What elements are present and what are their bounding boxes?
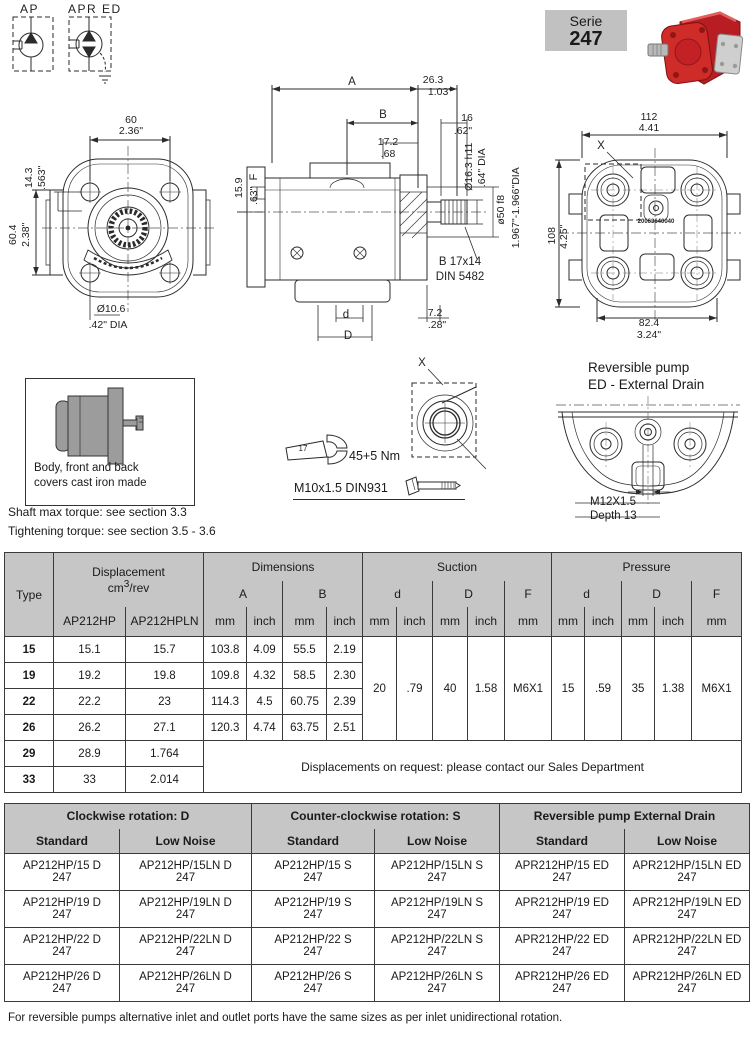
dim-side-159: 15.9 [233, 177, 246, 198]
dim-side-b: B [379, 109, 387, 121]
drain-thread-label: M12X1.5 [590, 496, 637, 508]
model-cell: AP212HP/19 D 247 [5, 891, 120, 928]
drain-depth-label: Depth 13 [590, 510, 637, 522]
displacement-request-note: Displacements on request: please contact our Sales Department [204, 741, 742, 793]
unit-mm: mm [204, 607, 247, 637]
model-cell: AP212HP/19 S 247 [252, 891, 375, 928]
model-cell: AP212HP/19LN S 247 [375, 891, 500, 928]
unit-inch: inch [655, 607, 692, 637]
model-cell: AP212HP/26LN S 247 [375, 965, 500, 1002]
wrench-size-label: 17 [298, 444, 308, 453]
label-back-serial: 20063640040 [637, 219, 675, 225]
model-cell: APR212HP/26LN ED 247 [625, 965, 750, 1002]
dim-front-hole-in: .42" DIA [88, 319, 128, 331]
label-back-x: X [597, 140, 605, 152]
displacement-label: Displacement [92, 564, 165, 579]
pressure-F: M6X1 [692, 637, 742, 741]
spec-header-ap212hpln: AP212HPLN [126, 607, 204, 637]
unit-mm: mm [363, 607, 397, 637]
dim-side-pilot-in: 1.967"-1.966"DIA [510, 167, 523, 249]
model-cell: AP212HP/15 D 247 [5, 854, 120, 891]
model-row-19 [5, 891, 750, 928]
dim-front-offset-mm: 14.3 [23, 167, 36, 188]
shaft-torque-note: Shaft max torque: see section 3.3 [8, 505, 187, 519]
spec-header-ap212hp: AP212HP [54, 607, 126, 637]
model-cell: AP212HP/22 D 247 [5, 928, 120, 965]
symbol-ap-label: AP [20, 2, 40, 16]
model-cell: AP212HP/26 S 247 [252, 965, 375, 1002]
model-cell: APR212HP/15 ED 247 [500, 854, 625, 891]
bolt-icon [404, 474, 466, 498]
model-cell: APR212HP/19 ED 247 [500, 891, 625, 928]
dim-back-height-mm: 108 [546, 227, 559, 245]
unit-inch: inch [327, 607, 363, 637]
dim-side-pilot-mm: ø50 f8 [495, 194, 508, 225]
spec-header-pressure-D: D [622, 581, 692, 607]
model-cell: AP212HP/15LN S 247 [375, 854, 500, 891]
model-table [4, 803, 750, 1002]
model-cell: AP212HP/19LN D 247 [120, 891, 252, 928]
suction-F: M6X1 [505, 637, 552, 741]
suction-d-mm: 20 [363, 637, 397, 741]
pressure-d-inch: .59 [585, 637, 622, 741]
dim-back-width-mm: 112 [640, 111, 658, 123]
model-cell: AP212HP/22LN D 247 [120, 928, 252, 965]
spec-header-pressure: Pressure [552, 553, 742, 581]
ap-symbol-drawing [10, 14, 65, 84]
spec-header-type: Type [5, 553, 54, 637]
dim-front-hole-mm: Ø10.6 [96, 303, 126, 315]
spec-header-suction: Suction [363, 553, 552, 581]
subheader-standard: Standard [500, 829, 625, 854]
materials-caption-line2: covers cast iron made [34, 477, 147, 489]
unit-mm: mm [283, 607, 327, 637]
model-cell: APR212HP/22 ED 247 [500, 928, 625, 965]
dim-side-28: .28" [427, 319, 447, 331]
dim-side-a: A [348, 76, 356, 88]
dim-side-16: 16 [461, 112, 473, 124]
type-cell: 15 [5, 637, 54, 663]
unit-mm: mm [692, 607, 742, 637]
model-row-15 [5, 854, 750, 891]
model-cell: AP212HP/15LN D 247 [120, 854, 252, 891]
group-clockwise: Clockwise rotation: D [5, 804, 252, 829]
symbol-apred-label: APR ED [68, 2, 122, 16]
dim-side-68: .68 [380, 148, 396, 160]
subheader-low-noise: Low Noise [120, 829, 252, 854]
serie-label: Serie [569, 13, 603, 29]
model-cell: AP212HP/22 S 247 [252, 928, 375, 965]
footer-note: For reversible pumps alternative inlet and outlet ports have the same sizes as per inlet unidirectional rotation. [8, 1012, 563, 1024]
suction-d-inch: .79 [397, 637, 433, 741]
spec-row-22: 22 22.2 23 114.3 4.5 60.75 2.39 [5, 689, 742, 715]
dim-side-f: F [247, 173, 260, 181]
unit-mm: mm [552, 607, 585, 637]
model-cell: APR212HP/15LN ED 247 [625, 854, 750, 891]
spec-table [4, 552, 742, 793]
dim-side-172: 17.2 [377, 136, 399, 148]
back-view-drawing [545, 110, 753, 345]
bolt-leader-line [293, 499, 465, 500]
x-detail-drawing [398, 355, 493, 473]
subheader-standard: Standard [5, 829, 120, 854]
dim-front-height-in: 2.38" [20, 222, 33, 247]
dim-side-shaft-in: .64" DIA [476, 148, 489, 188]
dim-side-72: 7.2 [427, 307, 443, 319]
model-row-26 [5, 965, 750, 1002]
dim-side-shaft-mm: Ø16.3 h11 [463, 142, 476, 191]
model-cell: APR212HP/22LN ED 247 [625, 928, 750, 965]
model-cell: AP212HP/26LN D 247 [120, 965, 252, 1002]
spec-header-dimensions: Dimensions [204, 553, 363, 581]
spec-row-33: 33 33 2.014 [5, 767, 742, 793]
unit-mm: mm [433, 607, 468, 637]
spec-header-displacement [54, 553, 204, 607]
apred-symbol-drawing [66, 14, 128, 90]
dim-side-d-small: d [342, 309, 350, 321]
bolt-spec-label: M10x1.5 DIN931 [294, 481, 388, 495]
dim-side-103: 1.03" [427, 86, 453, 98]
dim-side-263: 26.3 [422, 74, 444, 86]
model-cell: AP212HP/22LN S 247 [375, 928, 500, 965]
cast-iron-pump-image [26, 379, 194, 461]
dim-back-bottom-mm: 82.4 [638, 317, 660, 329]
ed-drain-drawing [548, 392, 748, 527]
spec-row-19: 19 19.2 19.8 109.8 4.32 58.5 2.30 [5, 663, 742, 689]
dim-back-height-in: 4.25" [558, 224, 571, 249]
dim-back-bottom-in: 3.24" [636, 329, 662, 341]
spec-header-a: A [204, 581, 283, 607]
spec-header-pressure-d: d [552, 581, 622, 607]
torque-value-label: 45+5 Nm [349, 449, 401, 463]
pressure-D-mm: 35 [622, 637, 655, 741]
spec-row-15: 15 15.1 15.7 103.8 4.09 55.5 2.19 20 .79 40 1.58 M6X1 15 .59 35 1.38 M6X1 [5, 637, 742, 663]
serie-number: 247 [569, 28, 603, 50]
group-counterclockwise: Counter-clockwise rotation: S [252, 804, 500, 829]
suction-D-mm: 40 [433, 637, 468, 741]
model-cell: APR212HP/26 ED 247 [500, 965, 625, 1002]
spec-header-pressure-F: F [692, 581, 742, 607]
unit-mm: mm [622, 607, 655, 637]
serie-badge [545, 10, 627, 51]
subheader-low-noise: Low Noise [625, 829, 750, 854]
spec-header-b: B [283, 581, 363, 607]
label-spline-2: DIN 5482 [435, 271, 485, 283]
spec-row-26: 26 26.2 27.1 120.3 4.74 63.75 2.51 [5, 715, 742, 741]
unit-inch: inch [397, 607, 433, 637]
materials-box [25, 378, 195, 506]
spec-header-suction-D: D [433, 581, 505, 607]
unit-inch: inch [468, 607, 505, 637]
model-cell: APR212HP/19LN ED 247 [625, 891, 750, 928]
displacement-unit: $cm^3$/rev [107, 578, 150, 595]
pressure-d-mm: 15 [552, 637, 585, 741]
suction-D-inch: 1.58 [468, 637, 505, 741]
dim-front-width-mm: 60 [125, 114, 137, 126]
reversible-title-line2: ED - External Drain [588, 377, 705, 392]
unit-inch: inch [585, 607, 622, 637]
subheader-standard: Standard [252, 829, 375, 854]
unit-inch: inch [247, 607, 283, 637]
dim-side-62: .62" [453, 125, 473, 137]
materials-caption-line1: Body, front and back [34, 462, 139, 474]
dim-back-width-in: 4.41 [638, 122, 660, 134]
model-row-22 [5, 928, 750, 965]
spec-header-suction-F: F [505, 581, 552, 607]
unit-mm: mm [505, 607, 552, 637]
reversible-title-line1: Reversible pump [588, 360, 690, 375]
dim-side-63: .63" [248, 186, 261, 205]
group-reversible: Reversible pump External Drain [500, 804, 750, 829]
label-spline-1: B 17x14 [438, 256, 482, 268]
pressure-D-inch: 1.38 [655, 637, 692, 741]
model-cell: AP212HP/26 D 247 [5, 965, 120, 1002]
dim-front-height-mm: 60.4 [7, 224, 20, 245]
label-xdetail-x: X [418, 357, 426, 369]
subheader-low-noise: Low Noise [375, 829, 500, 854]
model-cell: AP212HP/15 S 247 [252, 854, 375, 891]
spec-header-suction-d: d [363, 581, 433, 607]
product-image [642, 2, 750, 94]
dim-front-width-in: 2.36" [118, 125, 144, 137]
spec-row-29: 29 28.9 1.764 Displacements on request: please contact our Sales Department [5, 741, 742, 767]
dim-side-d-big: D [343, 330, 353, 342]
dim-front-offset-in: .563" [36, 165, 49, 190]
tightening-torque-note: Tightening torque: see section 3.5 - 3.6 [8, 524, 216, 538]
